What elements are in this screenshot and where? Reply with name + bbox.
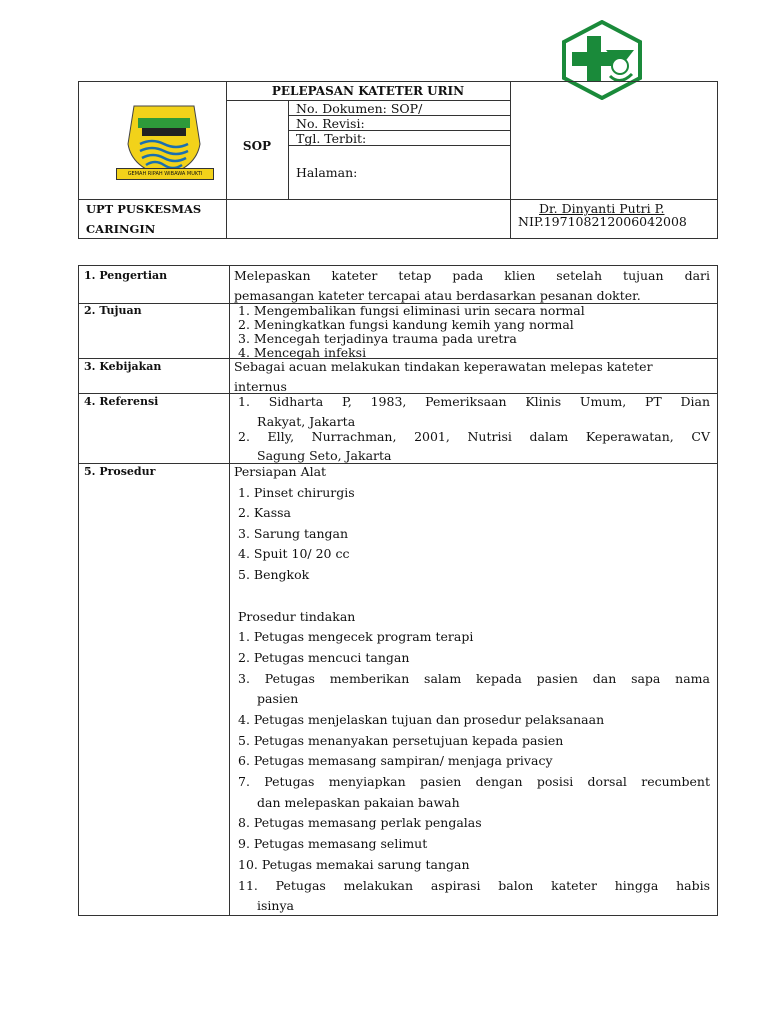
tindakan-item-continued: dan melepaskan pakaian bawah [257,795,460,810]
revision-number: No. Revisi: [296,116,365,131]
tindakan-item: 6. Petugas memasang sampiran/ menjaga privacy [238,753,553,768]
kebijakan-line-2: internus [234,379,287,394]
tindakan-item-continued: pasien [257,691,299,706]
signer-nip: NIP.197108212006042008 [518,214,687,229]
document-number: No. Dokumen: SOP/ [296,101,423,116]
alat-item: 2. Kassa [238,505,291,520]
alat-item: 5. Bengkok [238,567,310,582]
referensi-2-line-1: 2. Elly, Nurrachman, 2001, Nutrisi dalam Keperawatan, CV [238,429,710,444]
tujuan-item: 2. Meningkatkan fungsi kandung kemih yang normal [238,317,574,332]
referensi-1-line-2: Rakyat, Jakarta [257,414,356,429]
section-label-kebijakan: 3. Kebijakan [84,360,162,373]
section-label-pengertian: 1. Pengertian [84,269,168,282]
tindakan-item: 9. Petugas memasang selimut [238,836,428,851]
regency-crest-icon [112,104,216,188]
referensi-1-line-1: 1. Sidharta P, 1983, Pemeriksaan Klinis Umum, PT Dian [238,394,710,409]
alat-heading: Persiapan Alat [234,464,327,479]
signer-name: Dr. Dinyanti Putri P. [539,201,665,216]
issue-date: Tgl. Terbit: [296,131,367,146]
tindakan-item: 3. Petugas memberikan salam kepada pasien dan sapa nama [238,671,710,686]
organization-line-2: CARINGIN [86,222,156,236]
alat-item: 3. Sarung tangan [238,526,348,541]
tindakan-item-continued: isinya [257,898,294,913]
tindakan-item: 8. Petugas memasang perlak pengalas [238,815,482,830]
sop-label: SOP [242,139,272,153]
section-label-referensi: 4. Referensi [84,395,159,408]
kebijakan-line-1: Sebagai acuan melakukan tindakan keperawatan melepas kateter [234,359,653,374]
tindakan-item: 11. Petugas melakukan aspirasi balon kateter hingga habis [238,878,710,893]
organization-line-1: UPT PUSKESMAS [86,202,202,216]
tujuan-item: 1. Mengembalikan fungsi eliminasi urin secara normal [238,303,585,318]
referensi-2-line-2: Sagung Seto, Jakarta [257,448,392,463]
crest-motto: GEMAH RIPAH WIBAWA MUKTI [116,168,214,180]
page-number: Halaman: [296,165,358,180]
tujuan-item: 3. Mencegah terjadinya trauma pada uretra [238,331,517,346]
tindakan-item: 7. Petugas menyiapkan pasien dengan posisi dorsal recumbent [238,774,710,789]
tindakan-heading: Prosedur tindakan [238,609,356,624]
tindakan-item: 4. Petugas menjelaskan tujuan dan prosedur pelaksanaan [238,712,605,727]
document-title: PELEPASAN KATETER URIN [271,84,465,98]
pengertian-line-1: Melepaskan kateter tetap pada klien setelah tujuan dari [234,268,710,283]
tindakan-item: 10. Petugas memakai sarung tangan [238,857,470,872]
alat-item: 1. Pinset chirurgis [238,485,355,500]
tindakan-item: 1. Petugas mengecek program terapi [238,629,474,644]
pengertian-line-2: pemasangan kateter tercapai atau berdasarkan pesanan dokter. [234,288,641,303]
tindakan-item: 5. Petugas menanyakan persetujuan kepada pasien [238,733,564,748]
puskesmas-logo-icon [560,20,644,100]
alat-item: 4. Spuit 10/ 20 cc [238,546,350,561]
section-label-prosedur: 5. Prosedur [84,465,156,478]
tujuan-item: 4. Mencegah infeksi [238,345,367,360]
tindakan-item: 2. Petugas mencuci tangan [238,650,410,665]
section-label-tujuan: 2. Tujuan [84,304,142,317]
